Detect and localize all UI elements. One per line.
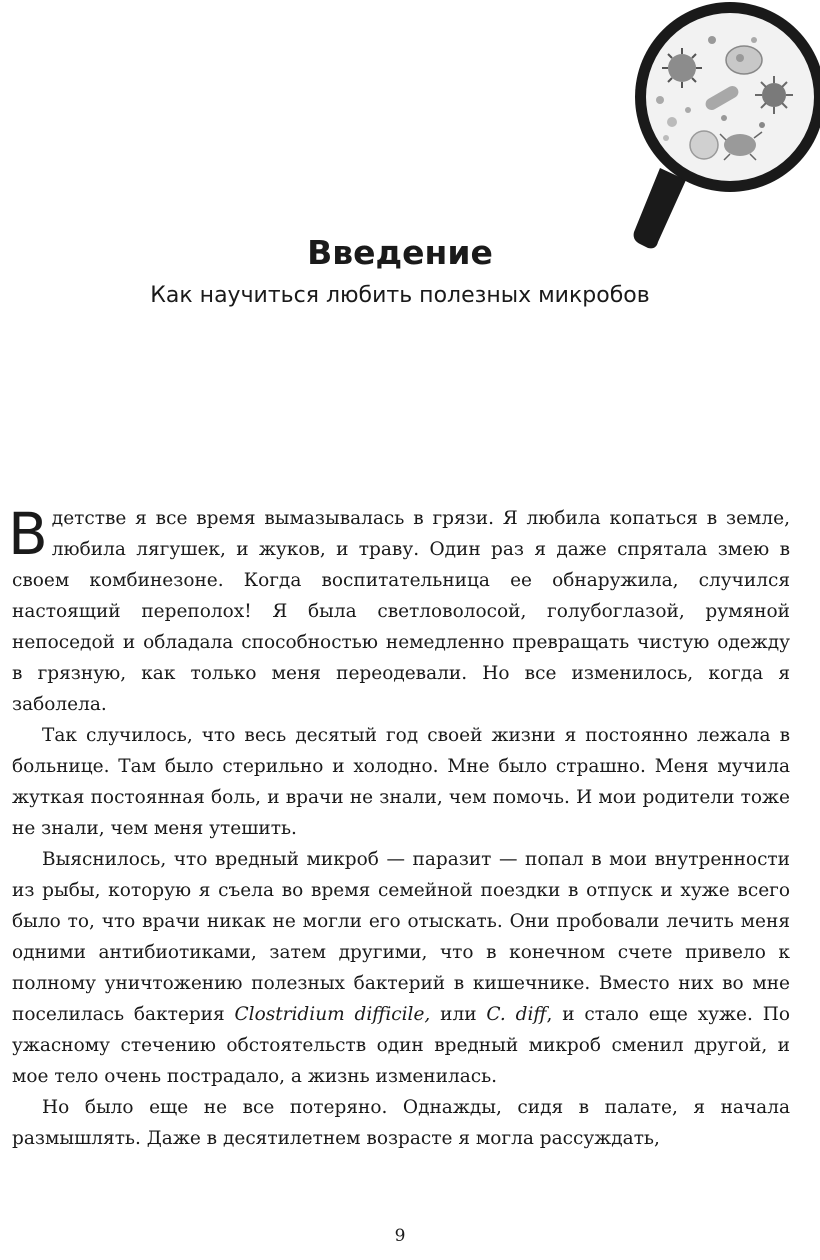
paragraph-1 (8, 500, 790, 720)
paragraph-3 (12, 844, 790, 1092)
drop-cap: В (8, 500, 48, 568)
paragraph-4: Но было еще не все потеряно. Однажды, сидя в палате, я начала размышлять. Даже в десятилетнем возрасте я могла рассуждать, (12, 1097, 790, 1149)
paragraph-1-text: детстве я все время вымазывалась в грязи. Я любила копаться в земле, любила лягушек, и жуков, и траву. Один раз я даже спрятала змею в своем комбинезоне. Когда воспитательница ее обнаружила, случился настоящий переполох! Я была светловолосой, голубоглазой, румяной непоседой и обладала способностью немедленно превращать чистую одежду в грязную, как только меня переодевали. Но все изменилось, когда я заболела. (12, 508, 790, 715)
species-name-c-diff: C. diff (486, 1004, 547, 1025)
chapter-body (8, 500, 791, 1154)
paragraph-2: Так случилось, что весь десятый год своей жизни я постоянно лежала в больнице. Там было стерильно и холодно. Мне было страшно. Меня мучила жуткая постоянная боль, и врачи не знали, чем помочь. И мои родители тоже не знали, чем меня утешить. (12, 725, 790, 839)
page-number: 9 (394, 1226, 406, 1246)
chapter-subtitle: Как научиться любить полезных микробов (150, 283, 650, 308)
paragraph-3-part-b: или (430, 1004, 487, 1025)
paragraph-3-part-a: Выяснилось, что вредный микроб — паразит — попал в мои внутренности из рыбы, которую я съела во время семейной поездки в отпуск и хуже всего было то, что врачи никак не могли его отыскать. Они пробовали лечить меня одними антибиотиками, затем другими, что в конечном счете привело к полному уничтожению полезных бактерий в кишечнике. Вместо них во мне поселилась бактерия (12, 849, 790, 1025)
chapter-heading (0, 230, 800, 312)
species-name-clostridium: Clostridium difficile, (234, 1004, 431, 1025)
paragraph-3-part-c: , и стало еще хуже. По ужасному стечению обстоятельств один вредный микроб сменил другой, и мое тело очень пострадало, а жизнь изменилась. (12, 1004, 791, 1087)
chapter-title: Введение (307, 233, 493, 272)
magnifier-microbes-icon (612, 0, 820, 250)
